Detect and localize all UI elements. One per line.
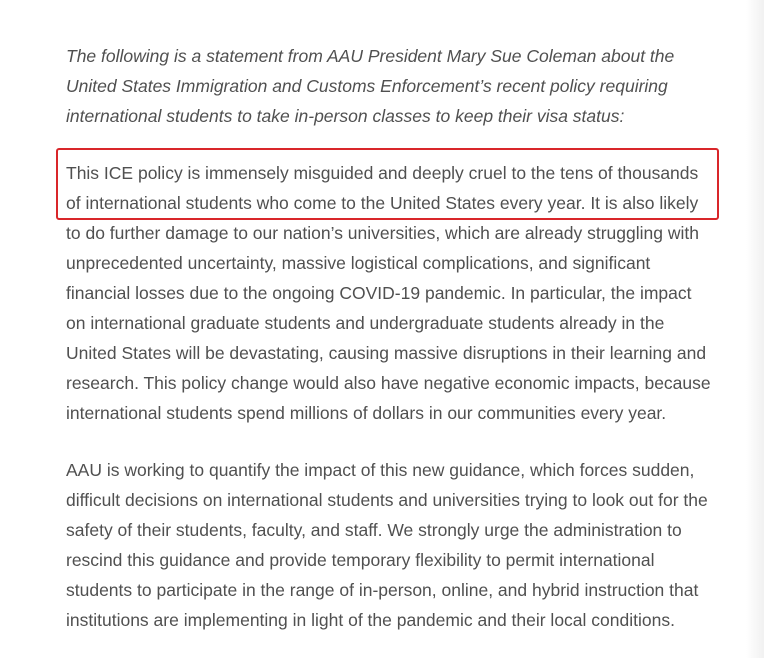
statement-paragraph-1 [66,158,734,428]
paragraph-line: research. This policy change would also have negative economic impacts, because [66,373,711,393]
paragraph-line: United States will be devastating, causing massive disruptions in their learning and [66,343,707,363]
paragraph-line: This ICE policy is immensely misguided and deeply cruel to the tens of thousands [66,163,699,183]
paragraph-line: students to participate in the range of in-person, online, and hybrid instruction that [66,580,699,600]
statement-article [66,41,734,662]
intro-line: The following is a statement from AAU President Mary Sue Coleman about the [66,46,675,66]
paragraph-line: rescind this guidance and provide temporary flexibility to permit international [66,550,655,570]
intro-line: international students to take in-person classes to keep their visa status: [66,106,625,126]
paragraph-line: of international students who come to the United States every year. It is also likely [66,193,699,213]
intro-paragraph [66,41,734,131]
paragraph-line: unprecedented uncertainty, massive logistical complications, and significant [66,253,651,273]
paragraph-line: financial losses due to the ongoing COVID-19 pandemic. In particular, the impact [66,283,692,303]
statement-paragraph-2 [66,455,734,635]
paragraph-line: on international graduate students and undergraduate students already in the [66,313,665,333]
intro-line: United States Immigration and Customs Enforcement’s recent policy requiring [66,76,668,96]
paragraph-line: AAU is working to quantify the impact of this new guidance, which forces sudden, [66,460,695,480]
paragraph-line: international students spend millions of dollars in our communities every year. [66,403,667,423]
paragraph-line: difficult decisions on international students and universities trying to look out for the [66,490,708,510]
paragraph-line: safety of their students, faculty, and staff. We strongly urge the administration to [66,520,682,540]
page-edge-shadow [746,0,764,658]
paragraph-line: institutions are implementing in light of the pandemic and their local conditions. [66,610,675,630]
paragraph-line: to do further damage to our nation’s universities, which are already struggling with [66,223,699,243]
